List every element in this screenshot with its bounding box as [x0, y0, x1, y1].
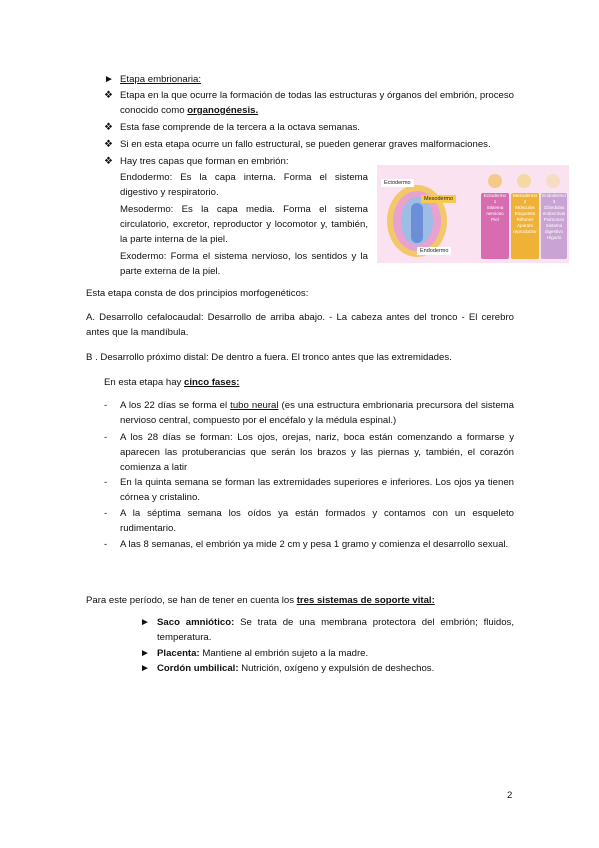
list-item: Hay tres capas que forman en embrión:: [120, 156, 289, 167]
list-item: [120, 88, 514, 118]
phase-item: A la séptima semana los oídos ya están formados y contamos con un esqueleto rudimentario.: [120, 508, 514, 534]
label-mesodermo: Mesodermo: [421, 195, 456, 203]
principle-a: A. Desarrollo cefalocaudal: Desarrollo de arriba abajo. - La cabeza antes del tronco - El cerebro antes que la mandíbula.: [86, 312, 514, 338]
support-item: Cordón umbilical: Nutrición, oxígeno y expulsión de deshechos.: [157, 663, 435, 674]
arrow-bullet-icon: ►: [140, 617, 150, 628]
layer-exodermo: Exodermo: Forma el sistema nervioso, los sentidos y la parte externa de la piel.: [120, 251, 368, 277]
arrow-bullet-icon: ►: [140, 663, 150, 674]
germ-layers-diagram: [377, 165, 569, 263]
support-item: Saco amniótico: Se trata de una membrana protectora del embrión; fluidos, temperatura.: [157, 617, 514, 643]
phase-item: A los 22 días se forma el tubo neural (es una estructura embrionaria precursora del sistema nervioso central, compuesto por el encéfalo y la médula espinal.): [120, 400, 514, 426]
phase-item: A los 28 días se forman: Los ojos, orejas, nariz, boca están comenzando a formarse y aparecen las protuberancias que serán los brazos y las piernas y, también, el corazón comienza a latir: [120, 432, 514, 473]
page-number: 2: [507, 790, 513, 801]
organogenesis-term: organogénesis.: [187, 105, 259, 116]
label-ectodermo: Ectodermo: [381, 179, 414, 187]
phases-intro: [104, 375, 239, 390]
tubo-neural-term: tubo neural: [230, 400, 279, 411]
support-intro: Para este período, se han de tener en cuenta los tres sistemas de soporte vital:: [86, 595, 435, 606]
dash-marker: -: [104, 477, 108, 488]
principles-intro: Esta etapa consta de dos principios morfogenéticos:: [86, 288, 309, 299]
list-item: Esta fase comprende de la tercera a la octava semanas.: [120, 122, 360, 133]
support-item: Placenta: Mantiene al embrión sujeto a la madre.: [157, 648, 369, 659]
section-heading: Etapa embrionaria:: [120, 74, 202, 85]
list-item-text: Etapa en la que ocurre la formación de todas las estructuras y órganos del embrión, proceso conocido como: [120, 90, 514, 116]
column-endodermo: Endodermo 3 Glándulas endocrinas Pulmones Sistema digestivo Hígado: [541, 193, 567, 259]
layer-endodermo: Endodermo: Es la capa interna. Forma el sistema digestivo y respiratorio.: [120, 172, 368, 198]
dash-marker: -: [104, 539, 108, 550]
phases-intro-text: En esta etapa hay: [104, 377, 185, 388]
dash-marker: -: [104, 400, 108, 411]
support-systems-term: tres sistemas de soporte vital:: [296, 595, 435, 606]
column-ectodermo: Ectodermo 1 Sistema nervioso Piel: [481, 193, 509, 259]
phases-term: cinco fases:: [184, 377, 240, 388]
column-mesodermo: Mesodermo 2 Músculos Esqueleto Riñones Aparato reproductor: [511, 193, 539, 259]
phase-item: A las 8 semanas, el embrión ya mide 2 cm y pesa 1 gramo y comienza el desarrollo sexual.: [120, 539, 509, 550]
diamond-bullet-icon: ❖: [104, 90, 113, 101]
diamond-bullet-icon: ❖: [104, 122, 113, 133]
dash-marker: -: [104, 508, 108, 519]
layer-mesodermo: Mesodermo: Es la capa media. Forma el sistema circulatorio, excretor, reproductor y locomotor y, también, la parte interna de la piel.: [120, 204, 368, 245]
principle-b: B . Desarrollo próximo distal: De dentro a fuera. El tronco antes que las extremidades.: [86, 352, 452, 363]
dash-marker: -: [104, 432, 108, 443]
arrow-bullet-icon: ►: [140, 648, 150, 659]
heading-bullet-icon: ►: [104, 74, 114, 85]
label-endodermo: Endodermo: [417, 247, 451, 255]
list-item: Si en esta etapa ocurre un fallo estructural, se pueden generar graves malformaciones.: [120, 139, 491, 150]
phase-item: En la quinta semana se forman las extremidades superiores e inferiores. Los ojos ya tienen córnea y cristalino.: [120, 477, 514, 503]
diamond-bullet-icon: ❖: [104, 139, 113, 150]
diamond-bullet-icon: ❖: [104, 156, 113, 167]
